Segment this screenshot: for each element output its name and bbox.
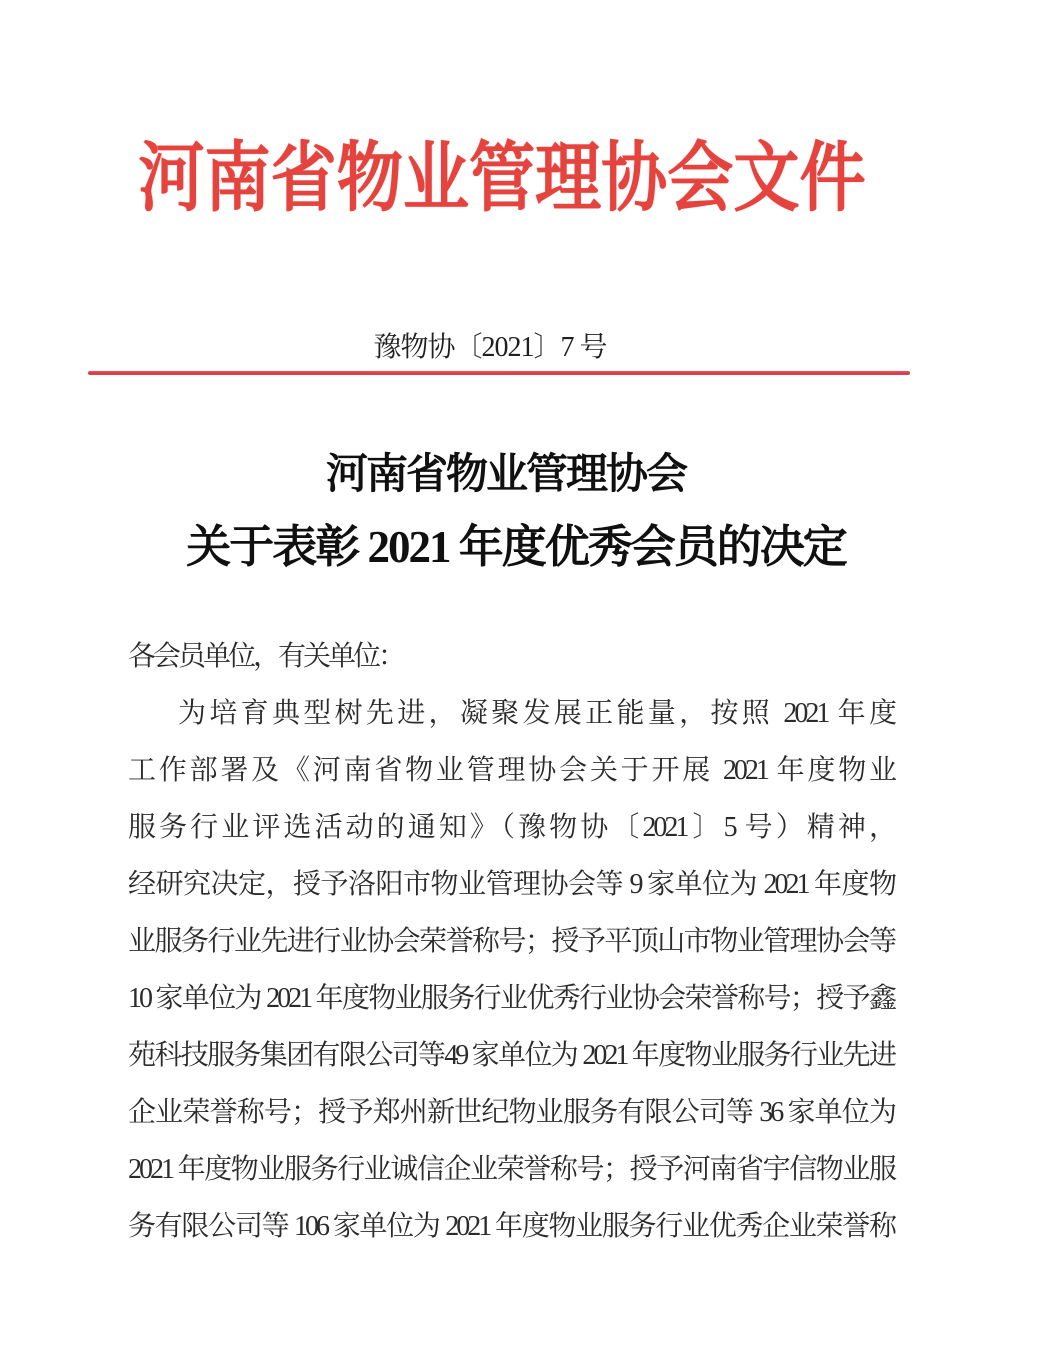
document-number: 豫物协〔2021〕7 号 bbox=[373, 332, 607, 363]
body-line: 2021 年度物业服务行业诚信企业荣誉称号；授予河南省宇信物业服 bbox=[128, 1154, 894, 1185]
body-line: 为培育典型树先进，凝聚发展正能量，按照 2021 年度 bbox=[178, 698, 894, 729]
body-line: 企业荣誉称号；授予郑州新世纪物业服务有限公司等 36 家单位为 bbox=[128, 1097, 894, 1128]
document-title-line-2: 关于表彰 2021 年度优秀会员的决定 bbox=[186, 522, 846, 572]
document-body bbox=[128, 628, 894, 1255]
body-line: 经研究决定，授予洛阳市物业管理协会等 9 家单位为 2021 年度物 bbox=[128, 869, 894, 900]
body-line: 苑科技服务集团有限公司等49 家单位为 2021 年度物业服务行业先进 bbox=[128, 1040, 894, 1071]
document-title-line-1: 河南省物业管理协会 bbox=[325, 452, 686, 498]
salutation-line: 各会员单位，有关单位： bbox=[128, 641, 404, 672]
org-banner-title: 河南省物业管理协会文件 bbox=[138, 137, 866, 221]
body-line: 务有限公司等 106 家单位为 2021 年度物业服务行业优秀企业荣誉称 bbox=[128, 1211, 894, 1242]
document-title bbox=[0, 448, 1032, 575]
red-divider-line bbox=[88, 371, 910, 375]
body-line: 10 家单位为 2021 年度物业服务行业优秀行业协会荣誉称号；授予鑫 bbox=[128, 983, 894, 1014]
body-line: 业服务行业先进行业协会荣誉称号；授予平顶山市物业管理协会等 bbox=[128, 926, 894, 957]
body-line: 工作部署及《河南省物业管理协会关于开展 2021 年度物业 bbox=[128, 755, 894, 786]
body-line: 服务行业评选活动的通知》（豫物协〔2021〕5 号）精神， bbox=[128, 812, 894, 843]
